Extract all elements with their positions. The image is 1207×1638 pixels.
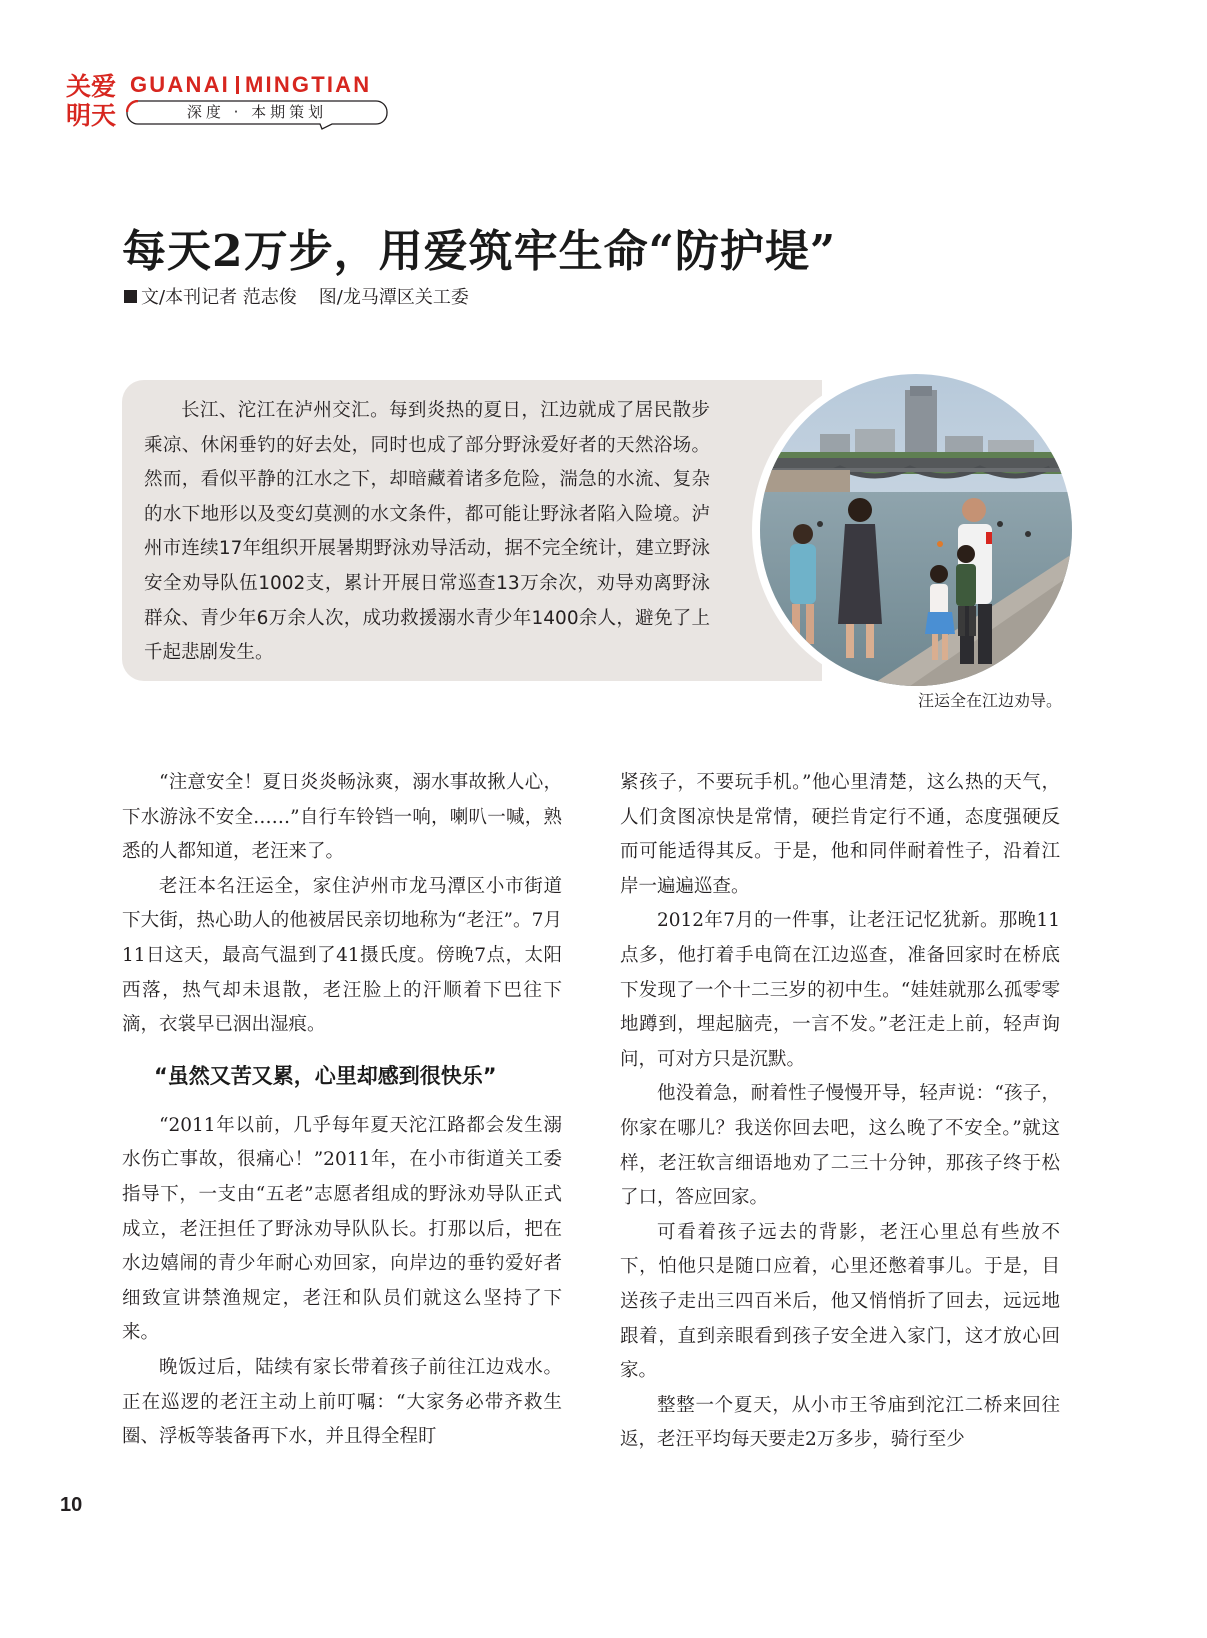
page-number: 10 xyxy=(60,1494,83,1516)
byline-author: 文/本刊记者 范志俊 xyxy=(141,287,297,308)
magazine-logo-english xyxy=(130,72,371,98)
riverside-photo-illustration xyxy=(760,374,1072,686)
section-label-bubble xyxy=(126,100,388,126)
logo-en-right: MINGTIAN xyxy=(244,72,372,97)
section-subheading: “虽然又苦又累，心里却感到很快乐” xyxy=(154,1063,497,1088)
byline-photo: 图/龙马潭区关工委 xyxy=(318,287,469,308)
body-column-right xyxy=(620,766,1060,1458)
body-paragraph: 老汪本名汪运全，家住泸州市龙马潭区小市街道下大街，热心助人的他被居民亲切地称为“老汪”。7月11日这天，最高气温到了41摄氏度。傍晚7点，太阳西落，热气却未退散，老汪脸上的汗顺着下巴往下滴，衣裳早已洇出湿痕。 xyxy=(122,875,562,1036)
photo-caption: 汪运全在江边劝导。 xyxy=(917,691,1062,710)
body-paragraph-continued: 紧孩子，不要玩手机。”他心里清楚，这么热的天气，人们贪图凉快是常情，硬拦肯定行不通，态度强硬反而可能适得其反。于是，他和同伴耐着性子，沿着江岸一遍遍巡查。 xyxy=(620,772,1060,897)
body-paragraph: 2012年7月的一件事，让老汪记忆犹新。那晚11点多，他打着手电筒在江边巡查，准备回家时在桥底下发现了一个十二三岁的初中生。“娃娃就那么孤零零地蹲到，埋起脑壳，一言不发。”老汪走上前，轻声询问，可对方只是沉默。 xyxy=(620,910,1060,1070)
body-paragraph: “注意安全！夏日炎炎畅泳爽，溺水事故揪人心，下水游泳不安全……”自行车铃铛一响，喇叭一喊，熟悉的人都知道，老汪来了。 xyxy=(122,772,562,863)
body-paragraph: 他没着急，耐着性子慢慢开导，轻声说：“孩子，你家在哪儿？我送你回去吧，这么晚了不安全。”就这样，老汪软言细语地劝了二三十分钟，那孩子终于松了口，答应回家。 xyxy=(620,1083,1060,1209)
article-title: 每天2万步，用爱筑牢生命“防护堤” xyxy=(122,226,837,277)
body-column-left xyxy=(122,766,562,1455)
intro-text: 长江、沱江在泸州交汇。每到炎热的夏日，江边就成了居民散步乘凉、休闲垂钓的好去处，同时也成了部分野泳爱好者的天然浴场。然而，看似平静的江水之下，却暗藏着诸多危险，湍急的水流、复杂的水下地形以及变幻莫测的水文条件，都可能让野泳者陷入险境。泸州市连续17年组织开展暑期野泳劝导活动，据不完全统计，建立野泳安全劝导队伍1002支，累计开展日常巡查13万余次，劝导劝离野泳群众、青少年6万余人次，成功救援溺水青少年1400余人，避免了上千起悲剧发生。 xyxy=(144,400,710,664)
section-label: 深度 · 本期策划 xyxy=(186,103,328,121)
body-paragraph: 晚饭过后，陆续有家长带着孩子前往江边戏水。正在巡逻的老汪主动上前叮嘱：“大家务必带齐救生圈、浮板等装备再下水，并且得全程盯 xyxy=(122,1356,562,1448)
logo-cn-line1: 关爱 xyxy=(66,72,117,101)
article-photo xyxy=(760,374,1072,686)
logo-separator xyxy=(236,76,239,94)
body-paragraph: “2011年以前，几乎每年夏天沱江路都会发生溺水伤亡事故，很痛心！”2011年，在小市街道关工委指导下，一支由“五老”志愿者组成的野泳劝导队正式成立，老汪担任了野泳劝导队队长。打那以后，把在水边嬉闹的青少年耐心劝回家，向岸边的垂钓爱好者细致宣讲禁渔规定，老汪和队员们就这么坚持了下来。 xyxy=(122,1114,562,1344)
article-byline xyxy=(124,283,824,309)
magazine-logo-chinese xyxy=(66,72,122,130)
logo-en-left: GUANAI xyxy=(130,72,230,97)
logo-cn-line2: 明天 xyxy=(66,101,117,130)
body-paragraph: 整整一个夏天，从小市王爷庙到沱江二桥来回往返，老汪平均每天要走2万多步，骑行至少 xyxy=(620,1394,1060,1451)
square-bullet-icon xyxy=(124,290,137,303)
body-paragraph: 可看着孩子远去的背影，老汪心里总有些放不下，怕他只是随口应着，心里还憋着事儿。于是，目送孩子走出三四百米后，他又悄悄折了回去，远远地跟着，直到亲眼看到孩子安全进入家门，这才放心回家。 xyxy=(620,1221,1060,1382)
